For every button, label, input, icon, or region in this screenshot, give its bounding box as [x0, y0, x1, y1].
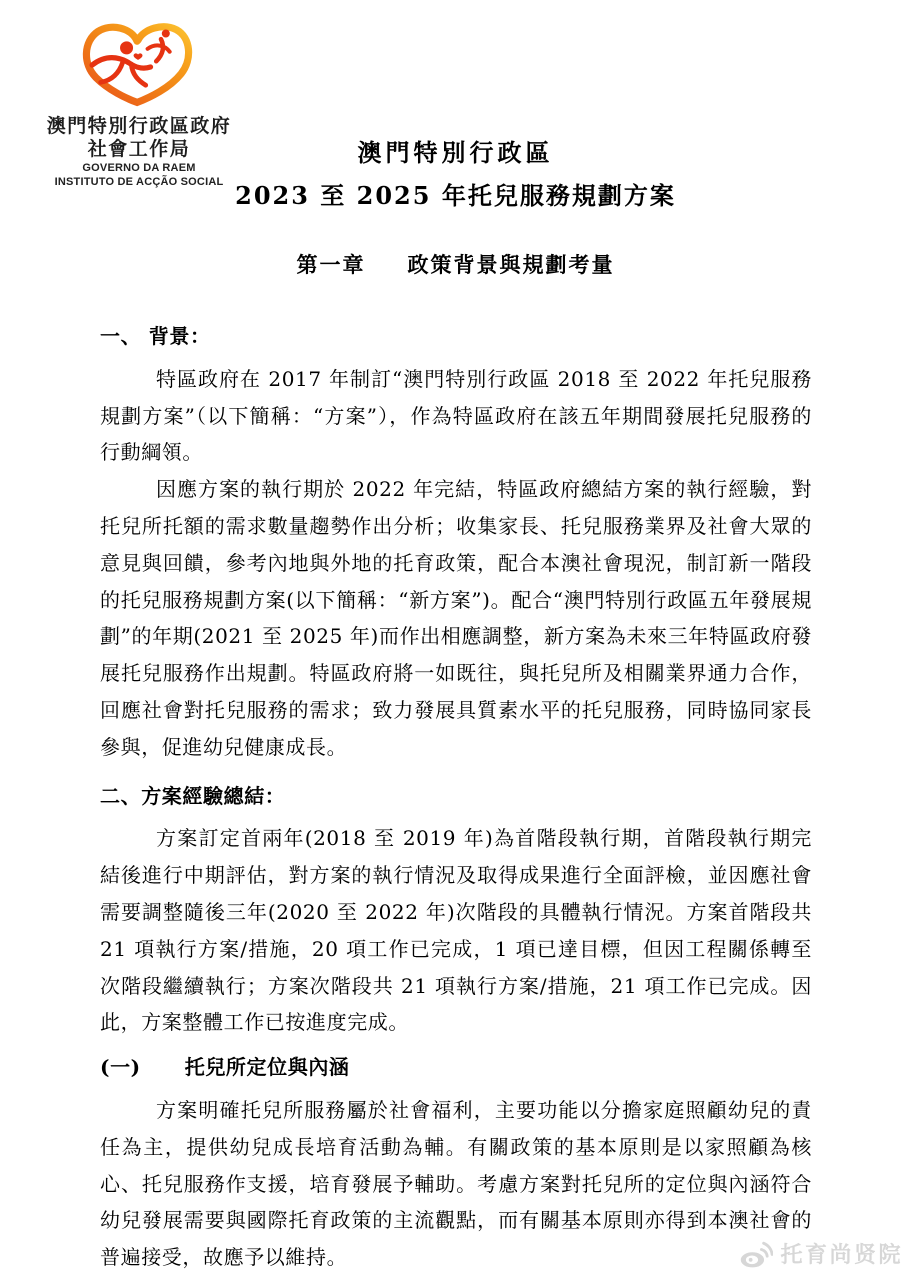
- section-2-heading: 二、方案經驗總結：: [100, 783, 286, 808]
- section-1-paragraph-1: 特區政府在 2017 年制訂“澳門特別行政區 2018 至 2022 年托兒服務規劃方案”（以下簡稱：“方案”），作為特區政府在該五年期間發展托兒服務的行動綱領。: [100, 366, 812, 465]
- section-1-paragraph-2: 因應方案的執行期於 2022 年完結，特區政府總結方案的執行經驗，對托兒所托額的需求數量趨勢作出分析；收集家長、托兒服務業界及社會大眾的意見與回饋，參考內地與外地的托育政策，配合本澳社會現況，制訂新一階段的托兒服務規劃方案(以下簡稱：“新方案”)。配合“澳門特別行政區五年發展規劃”的年期(2021 至 2025 年)而作出相應調整，新方案為未來三年特區政府發展托兒服務作出規劃。特區政府將一如既往，與托兒所及相關業界通力合作，回應社會對托兒服務的需求；致力發展具質素水平的托兒服務，同時協同家長參與，促進幼兒健康成長。: [100, 477, 812, 759]
- org-name-pt-line2: INSTITUTO DE ACÇÃO SOCIAL: [54, 176, 224, 188]
- heart-figures-logo-icon: [76, 22, 202, 112]
- document-title-line1: 澳門特別行政區: [357, 138, 554, 167]
- weibo-icon: [739, 1239, 773, 1269]
- org-name-pt-line1: GOVERNO DA RAEM: [82, 162, 196, 174]
- watermark: [739, 1238, 903, 1269]
- document-title-line2: 2023 至 2025 年托兒服務規劃方案: [235, 181, 676, 210]
- watermark-text: 托育尚贤院: [780, 1242, 903, 1267]
- section-2-paragraph-1: 方案訂定首兩年(2018 至 2019 年)為首階段執行期，首階段執行期完結後進行中期評估，對方案的執行情況及取得成果進行全面評檢，並因應社會需要調整隨後三年(2020 至 2022 年)次階段的具體執行情況。方案首階段共 21 項執行方案/措施，20 項工作已完成，1 項已達目標，但因工程關係轉至次階段繼續執行；方案次階段共 21 項執行方案/措施，21 項工作已完成。因此，方案整體工作已按進度完成。: [100, 826, 812, 1035]
- subsection-1-title: 托兒所定位與內涵: [184, 1055, 350, 1080]
- document-body: [100, 318, 812, 1276]
- org-name-cn-line1: 澳門特別行政區政府: [46, 116, 232, 137]
- document-title: [0, 133, 911, 211]
- subsection-1-heading: [100, 1049, 812, 1086]
- chapter-heading: [0, 249, 911, 279]
- section-1-heading: 一、 背景：: [100, 324, 211, 348]
- org-name-cn-line2: 社會工作局: [87, 139, 191, 160]
- subsection-1-paragraph-1: 方案明確托兒所服務屬於社會福利，主要功能以分擔家庭照顧幼兒的責任為主，提供幼兒成長培育活動為輔。有關政策的基本原則是以家照顧為核心、托兒服務作支援，培育發展予輔助。考慮方案對托兒所的定位與內涵符合幼兒發展需要與國際托育政策的主流觀點，而有關基本原則亦得到本澳社會的普遍接受，故應予以維持。: [100, 1097, 812, 1270]
- subsection-1-number: (一): [100, 1055, 141, 1080]
- chapter-name: 政策背景與規劃考量: [407, 252, 615, 277]
- chapter-number: 第一章: [296, 252, 366, 277]
